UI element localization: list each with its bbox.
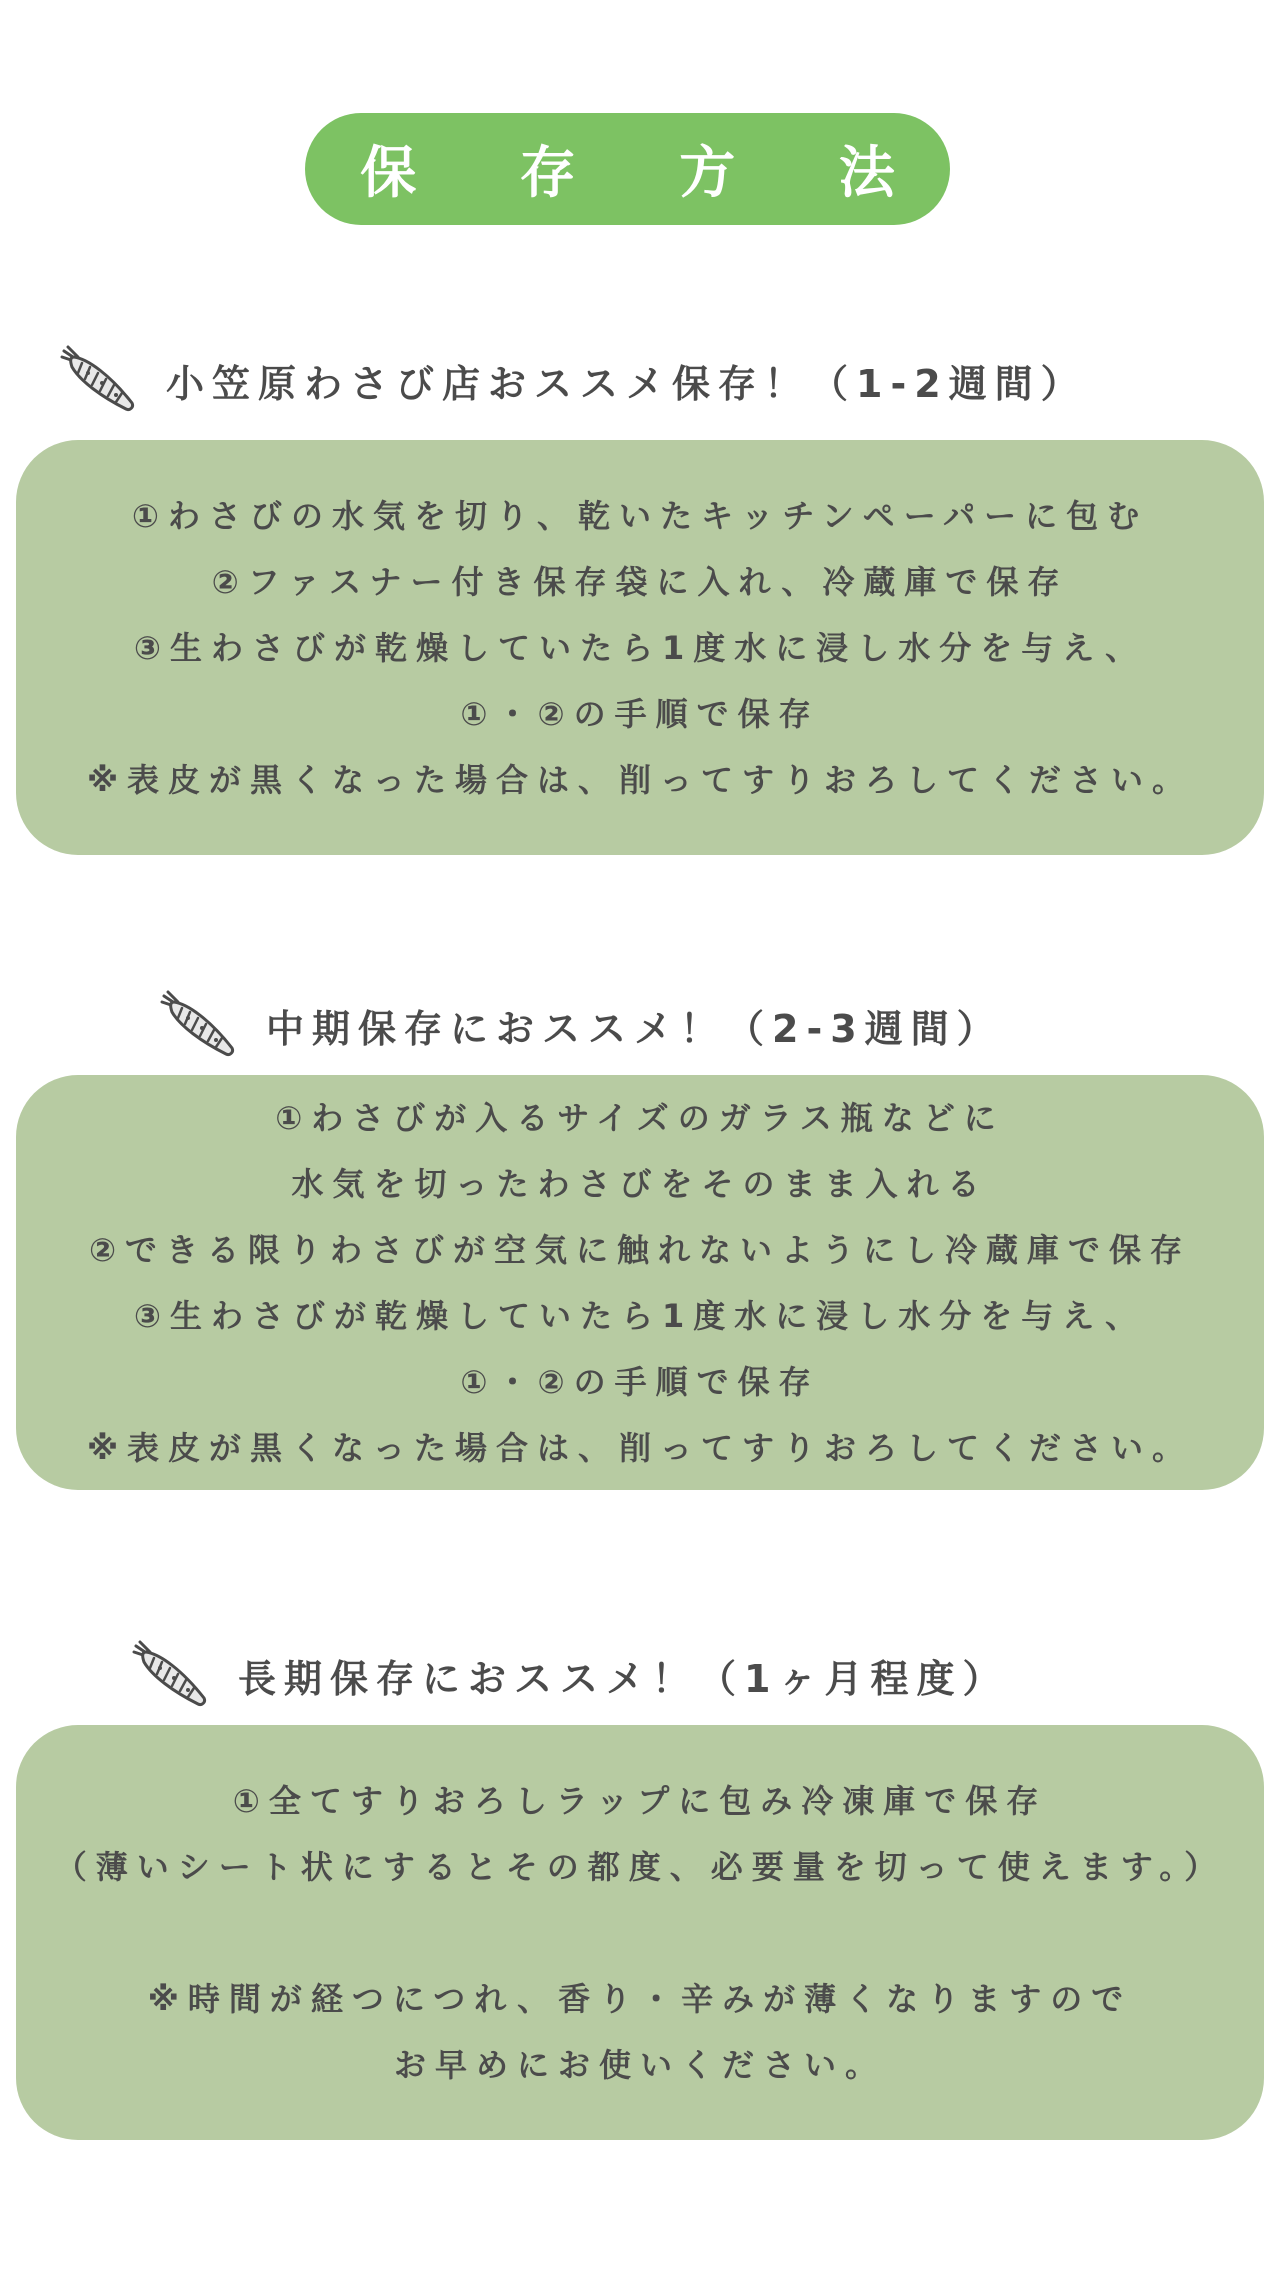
card-line: （薄いシート状にするとその都度、必要量を切って使えます。）: [54, 1847, 1226, 1886]
card-line: ②ファスナー付き保存袋に入れ、冷蔵庫で保存: [211, 562, 1069, 601]
card-line: ①・②の手順で保存: [460, 694, 820, 733]
card-line: ②できる限りわさびが空気に触れないようにし冷蔵庫で保存: [88, 1230, 1192, 1269]
wasabi-icon: [158, 990, 238, 1060]
section-heading-long-term: [130, 1640, 1008, 1710]
section-heading-short-term: [58, 345, 1087, 415]
storage-card-mid-term: [16, 1075, 1264, 1490]
wasabi-icon: [130, 1640, 210, 1710]
card-line: ※表皮が黒くなった場合は、削ってすりおろしてください。: [86, 760, 1194, 799]
card-line: ③生わさびが乾燥していたら1度水に浸し水分を与え、: [133, 1296, 1147, 1335]
card-line: ①・②の手順で保存: [460, 1362, 820, 1401]
card-line: ※時間が経つにつれ、香り・辛みが薄くなりますので: [147, 1979, 1133, 2018]
card-line: 水気を切ったわさびをそのまま入れる: [291, 1164, 989, 1203]
wasabi-icon: [58, 345, 138, 415]
card-line: ①全てすりおろしラップに包み冷凍庫で保存: [232, 1781, 1048, 1820]
section-heading-text: 長期保存におススメ！（1ヶ月程度）: [238, 1656, 1009, 1701]
card-line: お早めにお使いください。: [393, 2045, 886, 2084]
storage-card-short-term: [16, 440, 1264, 855]
section-heading-mid-term: [158, 990, 1003, 1060]
section-heading-text: 小笠原わさび店おススメ保存！（1-2週間）: [166, 361, 1087, 406]
card-line: ①わさびの水気を切り、乾いたキッチンペーパーに包む: [131, 496, 1149, 535]
card-line: ③生わさびが乾燥していたら1度水に浸し水分を与え、: [133, 628, 1147, 667]
section-heading-text: 中期保存におススメ！（2-3週間）: [266, 1006, 1003, 1051]
page-title: 保 存 方 法: [360, 141, 937, 206]
card-line: ①わさびが入るサイズのガラス瓶などに: [275, 1098, 1005, 1137]
card-line: ※表皮が黒くなった場合は、削ってすりおろしてください。: [86, 1428, 1194, 1467]
title-banner: [305, 113, 950, 225]
storage-card-long-term: [16, 1725, 1264, 2140]
